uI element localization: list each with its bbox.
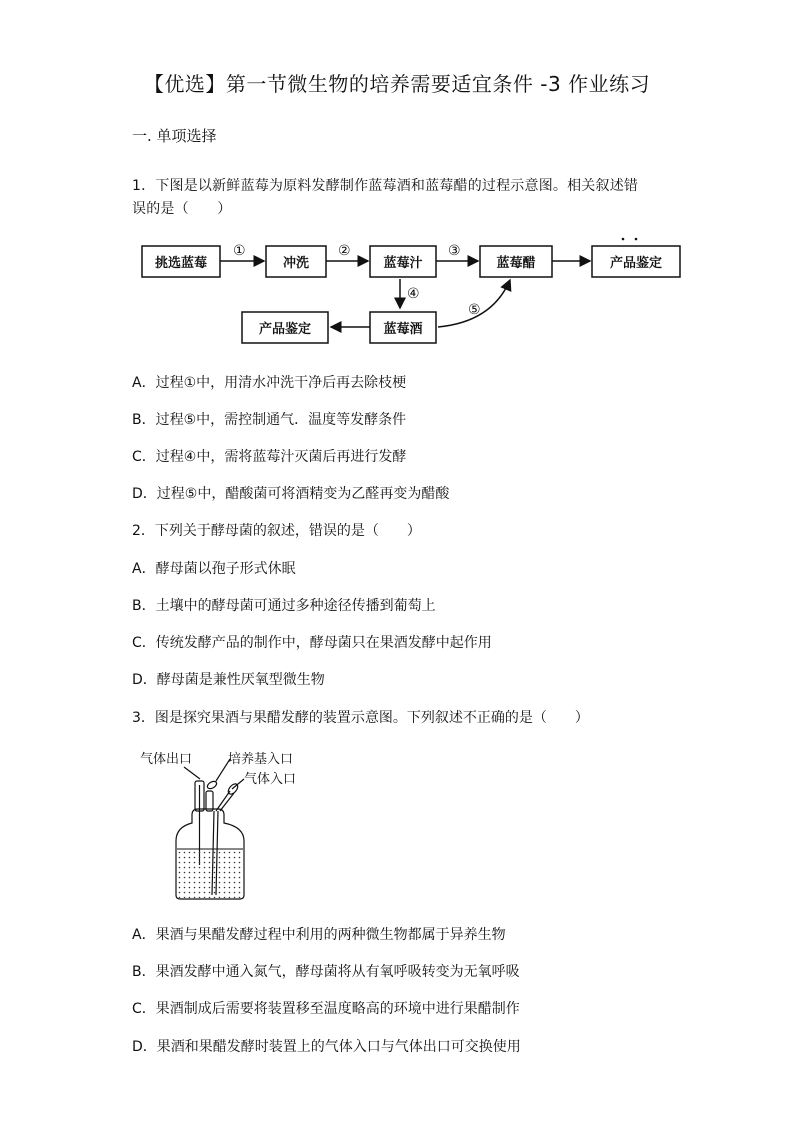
flow-box-wash-label: 冲洗	[282, 256, 310, 271]
flow-box-wine-label: 蓝莓酒	[383, 322, 423, 337]
flow-step-5: ⑤	[468, 302, 481, 318]
q1-option-d[interactable]: D．过程⑤中，醋酸菌可将酒精变为乙醛再变为醋酸	[132, 486, 450, 502]
q2-option-a[interactable]: A．酵母菌以孢子形式休眠	[132, 561, 296, 577]
flow-step-2: ②	[338, 243, 351, 259]
flow-step-3: ③	[448, 243, 461, 259]
q3-option-b[interactable]: B．果酒发酵中通入氮气，酵母菌将从有氧呼吸转变为无氧呼吸	[132, 964, 520, 980]
q2-stem: 2．下列关于酵母菌的叙述，错误的是（ ）	[132, 523, 421, 539]
label-gas-outlet: 气体出口	[140, 752, 193, 767]
medium-inlet-tube	[206, 791, 213, 811]
q1-option-c[interactable]: C．过程④中，需将蓝莓汁灭菌后再进行发酵	[132, 449, 407, 465]
flow-box-select-blueberry-label: 挑选蓝莓	[154, 256, 208, 271]
q3-option-d[interactable]: D．果酒和果醋发酵时装置上的气体入口与气体出口可交换使用	[132, 1039, 521, 1055]
q1-stem-line2: 误的是（ ）	[132, 201, 232, 217]
q3-option-a[interactable]: A．果酒与果醋发酵过程中利用的两种微生物都属于异养生物	[132, 927, 506, 943]
q1-flowchart	[132, 230, 692, 350]
decorative-dot	[635, 238, 638, 241]
page-title: 【优选】第一节微生物的培养需要适宜条件 -3 作业练习	[143, 72, 651, 96]
section-heading: 一. 单项选择	[132, 127, 217, 145]
q2-option-b[interactable]: B．土壤中的酵母菌可通过多种途径传播到葡萄上	[132, 598, 436, 614]
culture-liquid	[177, 849, 243, 898]
flow-step-1: ①	[233, 243, 246, 259]
q3-apparatus-figure	[132, 745, 332, 905]
label-medium-inlet: 培养基入口	[228, 752, 294, 767]
q1-option-b[interactable]: B．过程⑤中，需控制通气．温度等发酵条件	[132, 412, 407, 428]
flow-box-vinegar-label: 蓝莓醋	[496, 256, 536, 271]
q3-stem: 3．图是探究果酒与果醋发酵的装置示意图。下列叙述不正确的是（ ）	[132, 710, 589, 726]
q3-option-c[interactable]: C．果酒制成后需要将装置移至温度略高的环境中进行果醋制作	[132, 1001, 520, 1017]
q1-stem-line1: 1．下图是以新鲜蓝莓为原料发酵制作蓝莓酒和蓝莓醋的过程示意图。相关叙述错	[132, 178, 639, 194]
flow-box-product-test-1-label: 产品鉴定	[609, 256, 663, 271]
q1-option-a[interactable]: A．过程①中，用清水冲洗干净后再去除枝梗	[132, 375, 407, 391]
decorative-dot	[622, 238, 625, 241]
q2-option-d[interactable]: D．酵母菌是兼性厌氧型微生物	[132, 672, 325, 688]
flow-box-juice-label: 蓝莓汁	[383, 256, 423, 271]
label-gas-inlet: 气体入口	[244, 772, 297, 787]
flow-step-4: ④	[407, 286, 420, 302]
q2-option-c[interactable]: C．传统发酵产品的制作中，酵母菌只在果酒发酵中起作用	[132, 635, 492, 651]
flow-box-product-test-2-label: 产品鉴定	[258, 322, 312, 337]
